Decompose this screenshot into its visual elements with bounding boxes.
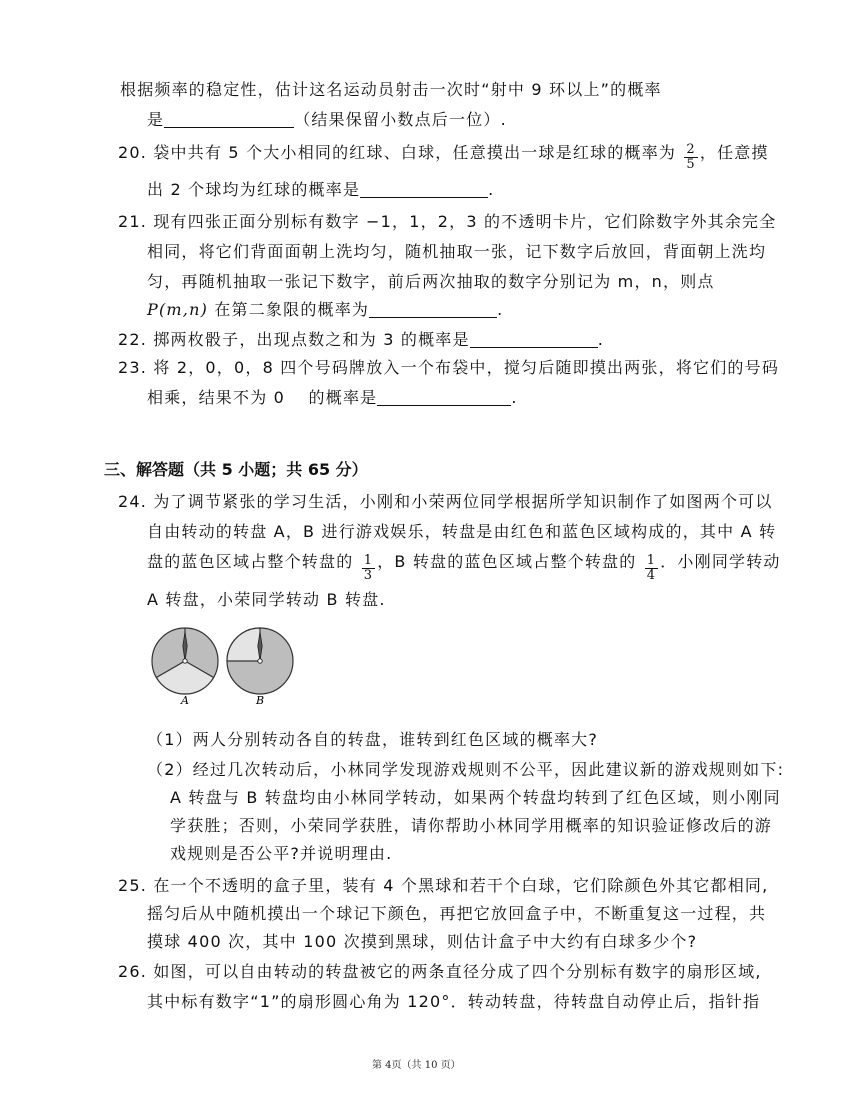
q24-fraction-2-numerator: 1	[646, 553, 657, 568]
q23-line1	[118, 358, 779, 378]
spinner-a	[152, 628, 218, 694]
q24-line4: A 转盘，小荣同学转动 B 转盘.	[147, 590, 386, 609]
q24-sub2-line1: （2）经过几次转动后，小林同学发现游戏规则不公平，因此建议新的游戏规则如下:	[147, 760, 785, 779]
q20-line2	[147, 180, 494, 200]
page-footer: 第 4页（共 10 页）	[372, 1060, 461, 1071]
q20-fraction-numerator: 2	[686, 142, 696, 157]
spinner-figure	[148, 624, 308, 708]
q24-line3	[147, 552, 781, 583]
q25-text-1: 在一个不透明的盒子里，装有 4 个黑球和若干个白球，它们除颜色外其它都相同,	[153, 876, 769, 895]
q20-answer-blank	[360, 181, 488, 198]
q24-sub2-line4: 戏规则是否公平?并说明理由.	[170, 844, 393, 863]
q22-answer-blank	[470, 331, 598, 348]
q20-text-b: ，任意摸	[699, 143, 769, 162]
q23-text-1: 将 2，0，0，8 四个号码牌放入一个布袋中，搅匀后随即摸出两张，将它们的号码	[153, 358, 780, 377]
q26-text-1: 如图，可以自由转动的转盘被它的两条直径分成了四个分别标有数字的扇形区域,	[153, 962, 762, 981]
q24-number: 24.	[118, 492, 148, 511]
q24-sub1: （1）两人分别转动各自的转盘，谁转到红色区域的概率大?	[147, 730, 599, 749]
spinner-b-label: B	[256, 694, 265, 707]
q24-line3-a: 盘的蓝色区域占整个转盘的	[147, 552, 354, 571]
q21-line4-suffix: .	[497, 300, 504, 319]
q24-line1	[118, 492, 773, 512]
spinner-b	[227, 628, 293, 694]
q20-line1	[118, 143, 769, 172]
q19-line2-suffix: （结果保留小数点后一位）.	[294, 110, 507, 129]
q23-line2-text: 相乘，结果不为 0 的概率是	[147, 388, 378, 407]
q20-number: 20.	[118, 143, 148, 162]
q21-line4-text: 在第二象限的概率为	[214, 300, 370, 319]
q20-fraction	[684, 143, 697, 172]
q19-line1: 根据频率的稳定性，估计这名运动员射击一次时“射中 9 环以上”的概率	[120, 80, 662, 99]
q20-line2-suffix: .	[488, 180, 495, 199]
q23-answer-blank	[377, 389, 511, 406]
q24-fraction-1	[362, 554, 375, 583]
q20-text-a: 袋中共有 5 个大小相同的红球、白球，任意摸出一球是红球的概率为	[153, 143, 677, 162]
q24-line3-b: ，B 转盘的蓝色区域占整个转盘的	[377, 552, 637, 571]
q25-line3: 摸球 400 次，其中 100 次摸到黑球，则估计盒子中大约有白球多少个?	[147, 932, 698, 951]
q20-line2-prefix: 出 2 个球均为红球的概率是	[147, 180, 361, 199]
q24-fraction-1-numerator: 1	[363, 553, 374, 568]
q24-sub2-line3: 学获胜；否则，小荣同学获胜，请你帮助小林同学用概率的知识验证修改后的游	[170, 816, 773, 835]
q22-line	[118, 330, 604, 350]
q19-line2-prefix: 是	[147, 110, 165, 129]
q24-fraction-2	[645, 554, 658, 583]
q24-fraction-2-denominator: 4	[646, 568, 657, 583]
q26-line1	[118, 962, 762, 982]
q22-number: 22.	[118, 330, 148, 349]
q24-text-1: 为了调节紧张的学习生活，小刚和小荣两位同学根据所学知识制作了如图两个可以	[153, 492, 773, 511]
q21-line2: 相同，将它们背面面朝上洗均匀，随机抽取一张，记下数字后放回，背面朝上洗均	[147, 242, 767, 261]
q23-suffix: .	[511, 388, 518, 407]
q21-line4	[147, 300, 503, 320]
q22-text: 掷两枚骰子，出现点数之和为 3 的概率是	[153, 330, 470, 349]
q24-sub2-line2: A 转盘与 B 转盘均由小林同学转动，如果两个转盘均转到了红色区域，则小刚同	[170, 788, 781, 807]
q19-line2	[147, 110, 507, 130]
q26-number: 26.	[118, 962, 148, 981]
q21-line3: 匀，再随机抽取一张记下数字，前后两次抽取的数字分别记为 m，n，则点	[147, 272, 715, 291]
q23-line2	[147, 388, 518, 408]
q21-line1	[118, 212, 776, 232]
q25-line2: 摇匀后从中随机摸出一个球记下颜色，再把它放回盒子中，不断重复这一过程，共	[147, 904, 767, 923]
q22-suffix: .	[597, 330, 604, 349]
q19-answer-blank	[164, 111, 294, 128]
q23-number: 23.	[118, 358, 148, 377]
q26-line2: 其中标有数字“1”的扇形圆心角为 120°．转动转盘，待转盘自动停止后，指针指	[147, 992, 761, 1011]
q21-text-1: 现有四张正面分别标有数字 −1，1，2，3 的不透明卡片，它们除数字外其余完全	[153, 212, 777, 231]
q25-number: 25.	[118, 876, 148, 895]
spinner-a-label: A	[181, 694, 189, 707]
q24-fraction-1-denominator: 3	[363, 568, 374, 583]
q25-line1	[118, 876, 768, 896]
q24-line3-c: ．小刚同学转动	[660, 552, 781, 571]
q24-line2: 自由转动的转盘 A，B 进行游戏娱乐，转盘是由红色和蓝色区域构成的，其中 A 转	[147, 522, 777, 541]
q21-number: 21.	[118, 212, 148, 231]
section-heading: 三、解答题（共 5 小题；共 65 分）	[104, 460, 368, 479]
q21-answer-blank	[369, 301, 497, 318]
q20-fraction-denominator: 5	[686, 157, 696, 172]
q21-point-label: P(m,n)	[147, 300, 209, 319]
